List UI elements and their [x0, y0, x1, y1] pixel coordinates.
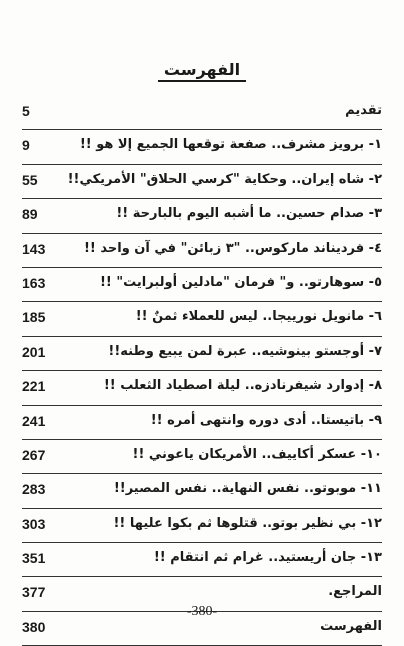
toc-entry-title: ١- برويز مشرف.. صفعة توقعها الجميع إلا هو !! [79, 137, 382, 153]
toc-page-number: 303 [22, 515, 46, 532]
toc-page-number: 377 [22, 584, 46, 601]
toc-entry-title: ٤- فرديناند ماركوس.. "٣ زبائن" في آن واحد !! [83, 240, 382, 256]
toc-row [22, 130, 382, 164]
toc-row [22, 199, 382, 233]
toc-row [22, 509, 382, 543]
toc-row [22, 268, 382, 302]
toc-page-number: 267 [22, 446, 46, 463]
toc-entry-title: ٣- صدام حسين.. ما أشبه اليوم بالبارحة !! [116, 206, 382, 222]
toc-row [22, 302, 382, 336]
toc-row [22, 337, 382, 371]
toc-page-number: 351 [22, 550, 46, 567]
toc-page-number: 9 [22, 137, 30, 154]
toc-page-number: 89 [22, 206, 38, 223]
toc-row [22, 165, 382, 199]
table-of-contents [22, 96, 382, 646]
toc-row [22, 474, 382, 508]
toc-entry-title: المراجع. [328, 584, 382, 600]
toc-page-number: 283 [22, 481, 46, 498]
toc-entry-title: ٩- باتيستا.. أدى دوره وانتهى أمره !! [150, 412, 382, 428]
toc-page-number: 221 [22, 378, 46, 395]
toc-page-number: 241 [22, 412, 46, 429]
toc-entry-title: الفهرست [320, 618, 382, 634]
toc-entry-title: ٦- مانويل نورييجا.. ليس للعملاء ثمنٌ !! [135, 309, 382, 325]
page-number-footer: -380- [186, 604, 218, 619]
toc-page-number: 201 [22, 343, 46, 360]
toc-entry-title: ١١- موبوتو.. نفس النهاية.. نفس المصير!! [113, 481, 382, 497]
toc-entry-title: تقديم [345, 103, 382, 118]
page-title: الفهرست [0, 60, 404, 79]
toc-row [22, 406, 382, 440]
toc-page-number: 163 [22, 274, 46, 291]
toc-row [22, 371, 382, 405]
toc-entry-title: ٢- شاه إيران.. وحكاية "كرسي الحلاق" الأمريكي!! [67, 171, 382, 187]
toc-row [22, 96, 382, 130]
toc-entry-title: ١٠- عسكر أكاييف.. الأمريكان ياعوني !! [132, 446, 382, 462]
toc-row [22, 440, 382, 474]
toc-page-number: 55 [22, 171, 38, 188]
toc-row [22, 234, 382, 268]
toc-entry-title: ٥- سوهارتو.. و" فرمان "مادلين أولبرايت" !! [100, 274, 382, 290]
toc-entry-title: ١٢- بي نظير بوتو.. قتلوها ثم بكوا عليها !! [113, 515, 382, 531]
toc-entry-title: ٨- إدوارد شيفرنادزه.. ليلة اصطياد الثعلب !! [103, 378, 382, 394]
toc-page-number: 185 [22, 309, 46, 326]
toc-row [22, 543, 382, 577]
toc-entry-title: ١٣- جان أريستيد.. غرام ثم انتقام !! [153, 550, 382, 566]
toc-page-number: 380 [22, 618, 46, 635]
toc-page-number: 5 [22, 103, 30, 119]
toc-entry-title: ٧- أوجستو بينوشيه.. عبرة لمن يبيع وطنه!! [108, 343, 382, 359]
toc-page-number: 143 [22, 240, 46, 257]
